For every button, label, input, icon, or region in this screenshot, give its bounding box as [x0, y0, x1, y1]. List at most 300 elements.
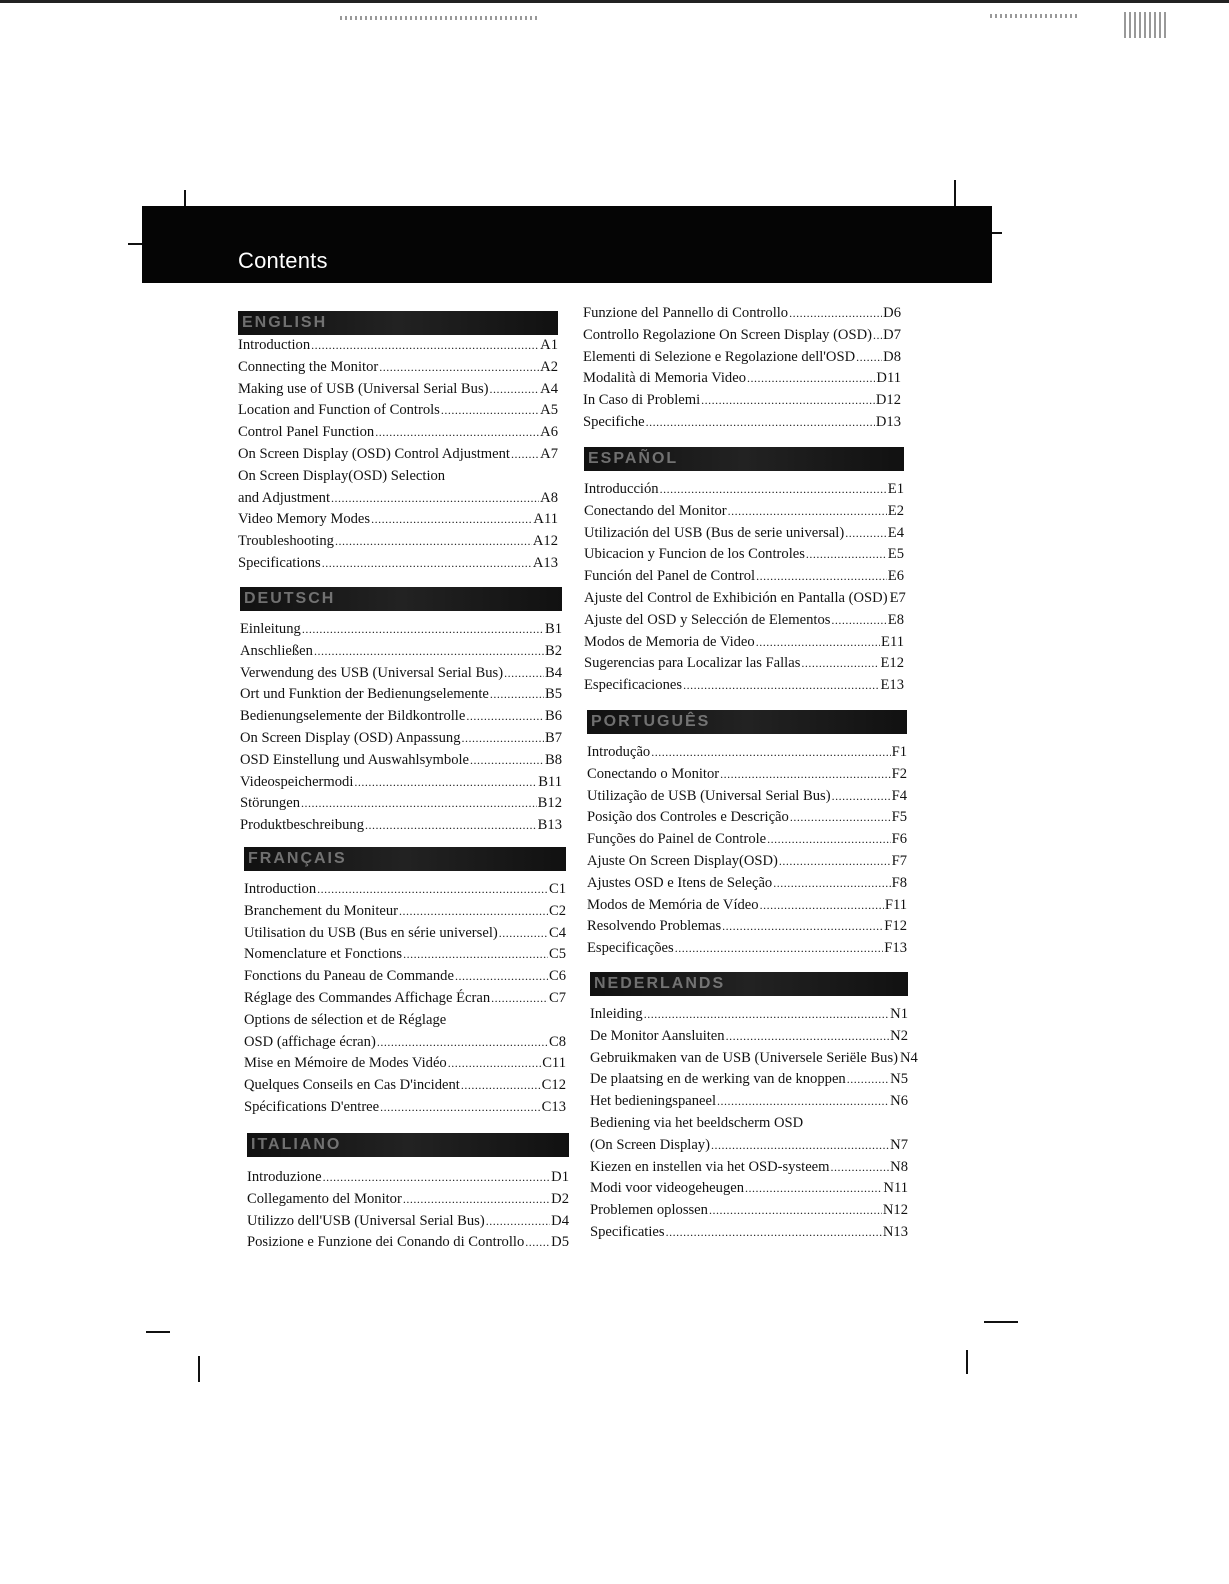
toc-entry-label: OSD (affichage écran)	[244, 1033, 376, 1050]
toc-entry	[587, 764, 907, 786]
toc-entry-label: Location and Function of Controls	[238, 402, 440, 419]
toc-entry-page: N8	[890, 1158, 908, 1175]
dot-leader	[790, 807, 891, 829]
toc-entry	[590, 1004, 908, 1026]
toc-entry-label: Conectando del Monitor	[584, 502, 727, 519]
toc-entry-label: On Screen Display (OSD) Control Adjustment	[238, 445, 510, 462]
dot-leader	[675, 938, 884, 960]
toc-entry-label: Introduction	[238, 337, 311, 353]
toc-entry	[244, 1032, 566, 1054]
dot-leader	[831, 1157, 890, 1179]
toc-entry-page: A12	[532, 533, 558, 550]
toc-entry	[240, 772, 562, 794]
toc-entry	[244, 1097, 566, 1119]
scan-noise	[990, 14, 1080, 18]
toc-entry-page: F2	[891, 765, 907, 782]
section-heading-bar: PORTUGUÊS	[587, 710, 907, 734]
toc-entry-page: E13	[880, 677, 904, 694]
toc-entry-label: Ubicacion y Funcion de los Controles	[584, 546, 805, 563]
dot-leader	[722, 916, 883, 938]
toc-entry-label: On Screen Display (OSD) Anpassung	[240, 729, 461, 746]
toc-entry-label: and Adjustment	[238, 489, 331, 506]
toc-entry-page: F5	[891, 809, 907, 826]
toc-entry-label: Elementi di Selezione e Regolazione dell'OSD	[583, 348, 856, 365]
toc-entry-page: N12	[882, 1202, 908, 1219]
toc-entry	[584, 588, 904, 610]
toc-entry-label: Ajuste del OSD y Selección de Elementos	[584, 611, 831, 628]
toc-entry-label: Anschließen	[240, 642, 313, 659]
toc-entry-page: F8	[891, 874, 907, 891]
toc-entry-page: B13	[537, 817, 562, 834]
toc-entry-label: Video Memory Modes	[238, 511, 371, 528]
toc-entry-page: E2	[887, 502, 904, 519]
dot-leader	[354, 772, 537, 794]
toc-entry	[584, 523, 904, 545]
toc-entry-label: Bediening via het beeldscherm OSD	[590, 1114, 804, 1131]
dot-leader	[441, 400, 539, 422]
toc-entry-label: Verwendung des USB (Universal Serial Bus)	[240, 664, 504, 681]
dot-leader	[660, 479, 887, 501]
toc-entry	[238, 400, 558, 422]
dot-leader	[789, 303, 882, 325]
toc-entry-label: Inleiding	[590, 1006, 643, 1022]
toc-entry	[238, 335, 558, 357]
toc-entry-page: D11	[876, 370, 901, 387]
toc-entry-page: E7	[889, 589, 906, 606]
toc-entry-label: Utilizzo dell'USB (Universal Serial Bus)	[247, 1212, 485, 1229]
toc-entry-page: F12	[884, 918, 907, 935]
toc-list	[590, 1004, 918, 1244]
toc-entry-label: Specificaties	[590, 1223, 665, 1240]
toc-entry	[244, 966, 566, 988]
toc-entry	[583, 325, 901, 347]
toc-entry-label: Modos de Memória de Vídeo	[587, 896, 759, 913]
toc-entry	[244, 944, 566, 966]
toc-entry	[247, 1167, 569, 1189]
toc-entry-page: B7	[544, 729, 562, 746]
toc-entry-page: D2	[551, 1190, 569, 1207]
toc-entry	[238, 531, 558, 553]
dot-leader	[773, 873, 890, 895]
dot-leader	[302, 619, 544, 641]
toc-entry-label: Ajuste del Control de Exhibición en Pantalla (OSD)	[584, 589, 888, 606]
toc-entry-label: Branchement du Moniteur	[244, 902, 399, 919]
toc-entry-label: Ort und Funktion der Bedienungselemente	[240, 686, 489, 703]
dot-leader	[711, 1135, 889, 1157]
toc-entry-label: De Monitor Aansluiten	[590, 1027, 725, 1044]
toc-entry	[583, 303, 901, 325]
section-francais	[244, 847, 566, 1119]
crop-mark	[966, 1350, 968, 1374]
toc-entry	[584, 479, 904, 501]
dot-leader	[311, 335, 539, 357]
toc-entry-page: B8	[544, 751, 562, 768]
dot-leader	[379, 357, 539, 379]
dot-leader	[701, 390, 875, 412]
toc-entry-label: Introducción	[584, 481, 659, 497]
toc-entry	[587, 895, 907, 917]
toc-entry-label: (On Screen Display)	[590, 1136, 710, 1153]
dot-leader	[490, 379, 540, 401]
toc-entry	[238, 509, 558, 531]
toc-entry	[583, 390, 901, 412]
toc-entry-page: A8	[540, 489, 558, 506]
toc-entry-label: Bedienungselemente der Bildkontrolle	[240, 708, 466, 725]
toc-list	[244, 879, 566, 1119]
toc-entry-page: N4	[900, 1049, 918, 1066]
toc-entry-label: Connecting the Monitor	[238, 358, 379, 375]
toc-entry-page: C7	[548, 989, 566, 1006]
toc-entry-label: Funções do Painel de Controle	[587, 831, 767, 848]
section-espanol	[584, 447, 904, 697]
toc-entry-label: Réglage des Commandes Affichage Écran	[244, 989, 491, 1006]
toc-entry-page: C2	[548, 902, 566, 919]
toc-entry	[240, 684, 562, 706]
toc-entry-page: D1	[551, 1169, 569, 1185]
dot-leader	[801, 653, 879, 675]
dot-leader	[646, 412, 875, 434]
dot-leader	[728, 501, 887, 523]
toc-entry-page: E11	[881, 633, 904, 650]
toc-entry	[244, 1010, 566, 1032]
toc-entry-page: E1	[887, 481, 904, 497]
toc-entry-label: Ajustes OSD e Itens de Seleção	[587, 874, 773, 891]
toc-entry-page: N6	[890, 1093, 908, 1110]
toc-entry	[584, 501, 904, 523]
toc-list	[240, 619, 562, 837]
toc-entry-page: C11	[542, 1055, 566, 1072]
toc-entry-label: Introdução	[587, 744, 651, 760]
toc-entry	[238, 466, 558, 488]
toc-entry	[583, 412, 901, 434]
toc-entry-page: D5	[551, 1234, 569, 1251]
dot-leader	[375, 422, 539, 444]
toc-entry-label: Making use of USB (Universal Serial Bus)	[238, 380, 489, 397]
toc-entry	[238, 422, 558, 444]
toc-entry-label: Quelques Conseils en Cas D'incident	[244, 1077, 460, 1094]
toc-entry	[247, 1211, 569, 1233]
toc-entry-label: Specifiche	[583, 413, 645, 430]
dot-leader	[767, 829, 890, 851]
toc-entry-page: E8	[887, 611, 904, 628]
toc-list	[583, 303, 901, 434]
toc-entry-label: Resolvendo Problemas	[587, 918, 722, 935]
toc-entry-page: A1	[540, 337, 558, 353]
toc-entry-label: Conectando o Monitor	[587, 765, 720, 782]
section-heading-bar: DEUTSCH	[240, 587, 562, 611]
toc-entry	[238, 357, 558, 379]
toc-entry-label: Problemen oplossen	[590, 1202, 708, 1219]
toc-entry-label: Posizione e Funzione dei Conando di Controllo	[247, 1234, 525, 1251]
toc-entry-page: C12	[541, 1077, 566, 1094]
toc-entry-page: C6	[548, 968, 566, 985]
toc-entry-label: On Screen Display(OSD) Selection	[238, 467, 446, 484]
toc-entry	[244, 901, 566, 923]
toc-entry-page: E12	[880, 655, 904, 672]
toc-entry	[247, 1189, 569, 1211]
toc-entry-page: N1	[890, 1006, 908, 1022]
toc-entry	[583, 368, 901, 390]
toc-entry	[244, 923, 566, 945]
toc-entry-page: D7	[883, 326, 901, 343]
toc-entry-page: B11	[538, 773, 562, 790]
toc-entry-page: B5	[544, 686, 562, 703]
dot-leader	[461, 1075, 541, 1097]
scan-noise	[1124, 12, 1169, 38]
dot-leader	[455, 966, 548, 988]
toc-entry	[247, 1232, 569, 1254]
toc-entry-label: Nomenclature et Fonctions	[244, 946, 403, 963]
toc-entry	[584, 544, 904, 566]
dot-leader	[490, 684, 544, 706]
toc-entry-page: C5	[548, 946, 566, 963]
dot-leader	[335, 531, 532, 553]
dot-leader	[747, 368, 875, 390]
page-title: Contents	[238, 248, 328, 273]
toc-entry-label: Especificaciones	[584, 677, 683, 694]
toc-entry-page: A4	[540, 380, 558, 397]
dot-leader	[651, 742, 890, 764]
toc-entry	[590, 1069, 908, 1091]
toc-entry	[240, 706, 562, 728]
dot-leader	[831, 610, 886, 632]
toc-entry-label: Función del Panel de Control	[584, 568, 756, 585]
toc-entry-label: Mise en Mémoire de Modes Vidéo	[244, 1055, 447, 1072]
toc-entry-page: N2	[890, 1027, 908, 1044]
toc-entry-page: A6	[540, 424, 558, 441]
toc-entry	[590, 1113, 908, 1135]
dot-leader	[709, 1200, 882, 1222]
toc-entry-page: D6	[883, 305, 901, 321]
toc-entry-page: D4	[551, 1212, 569, 1229]
toc-entry-label: Kiezen en instellen via het OSD-systeem	[590, 1158, 830, 1175]
dot-leader	[377, 1032, 548, 1054]
dot-leader	[832, 786, 891, 808]
dot-leader	[448, 1053, 541, 1075]
toc-entry	[590, 1135, 908, 1157]
toc-entry-label: Controllo Regolazione On Screen Display (OSD)	[583, 326, 872, 343]
toc-entry-page: A5	[540, 402, 558, 419]
toc-entry-label: OSD Einstellung und Auswahlsymbole	[240, 751, 470, 768]
dot-leader	[717, 1091, 889, 1113]
dot-leader	[499, 923, 548, 945]
dot-leader	[756, 566, 887, 588]
toc-entry-page: B12	[537, 795, 562, 812]
dot-leader	[779, 851, 891, 873]
toc-entry	[584, 632, 904, 654]
dot-leader	[486, 1211, 550, 1233]
toc-entry	[590, 1200, 908, 1222]
toc-entry	[584, 610, 904, 632]
dot-leader	[666, 1222, 882, 1244]
toc-entry-page: A13	[532, 554, 558, 571]
toc-list	[587, 742, 907, 960]
crop-mark	[146, 1331, 170, 1333]
toc-entry-page: N7	[890, 1136, 908, 1153]
dot-leader	[301, 793, 537, 815]
toc-entry	[587, 829, 907, 851]
dot-leader	[745, 1178, 882, 1200]
toc-entry-label: Het bedieningspaneel	[590, 1093, 717, 1110]
toc-entry	[240, 793, 562, 815]
toc-entry	[584, 653, 904, 675]
toc-entry	[240, 815, 562, 837]
section-heading-bar: ESPAÑOL	[584, 447, 904, 471]
dot-leader	[720, 764, 890, 786]
section-heading-bar: NEDERLANDS	[590, 972, 908, 996]
dot-leader	[466, 706, 544, 728]
toc-entry-label: Störungen	[240, 795, 300, 812]
dot-leader	[322, 553, 532, 575]
toc-entry	[244, 1053, 566, 1075]
toc-entry	[238, 444, 558, 466]
dot-leader	[317, 879, 548, 901]
toc-entry-page: A11	[533, 511, 558, 528]
toc-list	[247, 1167, 569, 1254]
toc-entry-label: Collegamento del Monitor	[247, 1190, 402, 1207]
toc-entry	[587, 786, 907, 808]
toc-entry	[240, 619, 562, 641]
toc-entry-page: F1	[891, 744, 907, 760]
toc-entry	[590, 1048, 918, 1070]
toc-entry-label: Utilización del USB (Bus de serie universal)	[584, 524, 845, 541]
toc-entry-label: Gebruikmaken van de USB (Universele Seriële Bus)	[590, 1049, 899, 1066]
toc-entry-page: F7	[891, 852, 907, 869]
section-heading-bar: FRANÇAIS	[244, 847, 566, 871]
toc-entry-label: Troubleshooting	[238, 533, 334, 550]
dot-leader	[760, 895, 884, 917]
toc-entry-page: C13	[541, 1098, 566, 1115]
toc-entry-label: In Caso di Problemi	[583, 392, 701, 409]
toc-entry-page: D8	[883, 348, 901, 365]
dot-leader	[504, 663, 544, 685]
toc-entry	[590, 1222, 908, 1244]
toc-entry-page: B4	[544, 664, 562, 681]
toc-entry-label: Modos de Memoria de Video	[584, 633, 755, 650]
dot-leader	[644, 1004, 889, 1026]
section-italiano	[247, 1133, 569, 1254]
toc-entry	[584, 566, 904, 588]
dot-leader	[756, 632, 880, 654]
toc-entry	[240, 641, 562, 663]
toc-entry-label: Einleitung	[240, 621, 301, 637]
toc-entry-page: E6	[887, 568, 904, 585]
toc-list	[584, 479, 904, 697]
toc-entry-page: C8	[548, 1033, 566, 1050]
toc-entry-label: Utilisation du USB (Bus en série universel)	[244, 924, 498, 941]
toc-entry	[590, 1178, 908, 1200]
toc-entry	[240, 728, 562, 750]
toc-entry	[240, 750, 562, 772]
toc-entry-label: Ajuste On Screen Display(OSD)	[587, 852, 778, 869]
toc-entry	[590, 1026, 908, 1048]
toc-entry-label: Utilização de USB (Universal Serial Bus)	[587, 787, 831, 804]
toc-entry-label: Posição dos Controles e Descrição	[587, 809, 789, 826]
dot-leader	[847, 1069, 889, 1091]
toc-entry	[244, 879, 566, 901]
toc-entry-label: Introduzione	[247, 1169, 322, 1185]
toc-entry-label: Modalità di Memoria Video	[583, 370, 747, 387]
crop-mark	[198, 1356, 200, 1382]
dot-leader	[726, 1026, 890, 1048]
toc-entry	[587, 916, 907, 938]
toc-entry-label: Produktbeschreibung	[240, 817, 365, 834]
toc-entry-page: B1	[544, 621, 562, 637]
toc-entry-page: F6	[891, 831, 907, 848]
dot-leader	[380, 1097, 541, 1119]
dot-leader	[399, 901, 548, 923]
toc-entry	[244, 1075, 566, 1097]
toc-entry-label: Control Panel Function	[238, 424, 375, 441]
toc-entry	[590, 1157, 908, 1179]
section-deutsch	[240, 587, 562, 837]
scan-noise	[340, 16, 540, 20]
toc-entry-label: De plaatsing en de werking van de knoppen	[590, 1071, 846, 1088]
toc-entry-page: N11	[883, 1180, 908, 1197]
toc-entry-page: E4	[887, 524, 904, 541]
dot-leader	[845, 523, 887, 545]
toc-entry	[587, 938, 907, 960]
dot-leader	[683, 675, 879, 697]
toc-entry	[584, 675, 904, 697]
dot-leader	[511, 444, 539, 466]
toc-entry-label: Introduction	[244, 881, 317, 897]
dot-leader	[856, 347, 882, 369]
dot-leader	[365, 815, 537, 837]
crop-mark	[984, 1321, 1018, 1323]
toc-entry-page: A2	[540, 358, 558, 375]
toc-entry-page: C1	[548, 881, 566, 897]
toc-entry-label: Especificações	[587, 940, 674, 957]
toc-entry	[238, 379, 558, 401]
toc-entry	[583, 347, 901, 369]
toc-entry	[587, 851, 907, 873]
dot-leader	[470, 750, 544, 772]
dot-leader	[806, 544, 887, 566]
section-english	[238, 311, 558, 575]
dot-leader	[331, 488, 539, 510]
dot-leader	[314, 641, 544, 663]
toc-entry-page: A7	[540, 445, 558, 462]
toc-entry-page: C4	[548, 924, 566, 941]
toc-entry-page: B6	[544, 708, 562, 725]
toc-entry	[587, 873, 907, 895]
section-portugues	[587, 710, 907, 960]
toc-entry-label: Videospeichermodi	[240, 773, 354, 790]
toc-entry-label: Spécifications D'entree	[244, 1098, 380, 1115]
dot-leader	[403, 944, 548, 966]
dot-leader	[873, 325, 882, 347]
dot-leader	[491, 988, 548, 1010]
toc-entry-page: N13	[882, 1223, 908, 1240]
toc-entry	[240, 663, 562, 685]
toc-entry	[590, 1091, 908, 1113]
dot-leader	[525, 1232, 550, 1254]
toc-entry-page: F4	[891, 787, 907, 804]
toc-entry-label: Specifications	[238, 554, 321, 571]
section-nederlands	[590, 972, 918, 1244]
dot-leader	[323, 1167, 551, 1189]
toc-entry	[238, 553, 558, 575]
section-italiano-continued	[583, 303, 901, 434]
toc-entry	[238, 488, 558, 510]
dot-leader	[403, 1189, 550, 1211]
section-heading-bar: ITALIANO	[247, 1133, 569, 1157]
section-heading-bar: ENGLISH	[238, 311, 558, 335]
toc-entry	[587, 742, 907, 764]
top-edge-line	[0, 0, 1229, 3]
toc-entry-page: D12	[875, 392, 901, 409]
